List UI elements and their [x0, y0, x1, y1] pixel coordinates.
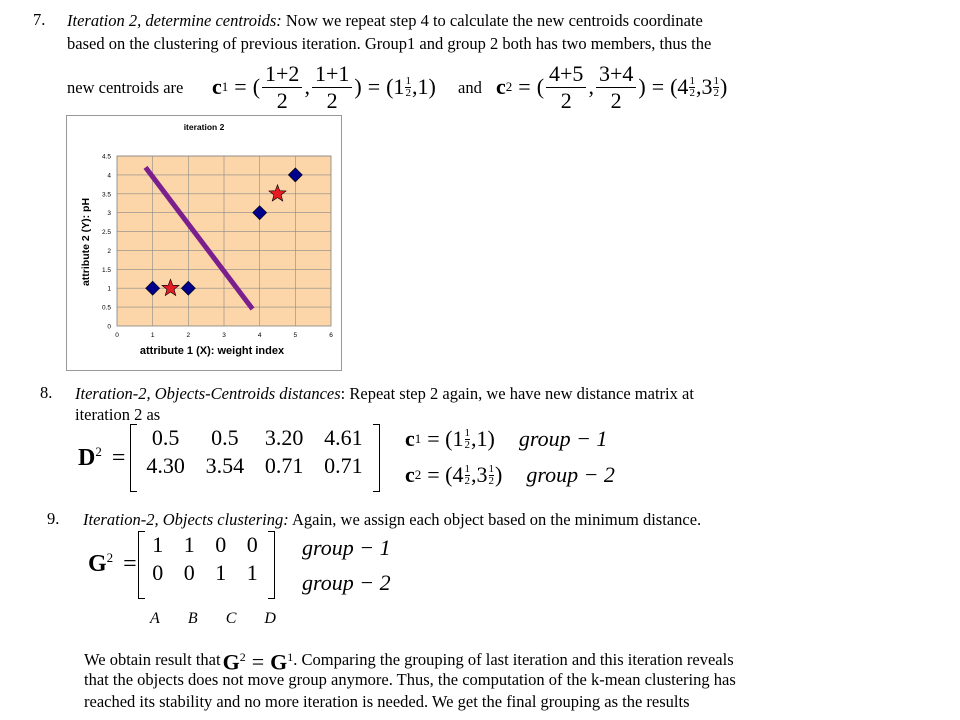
c1-subscript: 1 — [414, 431, 422, 446]
matrix-cell: 0 — [215, 532, 227, 557]
c2-fraction-y-den: 2 — [610, 87, 622, 113]
matrix-cell: 0 — [183, 560, 195, 585]
c2-mid: ,3 — [471, 462, 488, 487]
column-label: C — [225, 610, 237, 627]
matrix-cell: 4.30 — [146, 453, 185, 478]
x-tick-labels — [115, 332, 333, 339]
c1-fraction-x — [262, 61, 302, 114]
matrix-cell: 3.54 — [205, 453, 245, 478]
y-tick-labels — [102, 154, 111, 331]
section-7-text-line1: Now we repeat step 4 to calculate the new centroids coordinate — [281, 11, 703, 30]
c1-result-rest: ,1) — [411, 74, 436, 99]
g2-row-1 — [142, 531, 268, 559]
half-num: 1 — [405, 74, 411, 87]
column-label: A — [150, 610, 160, 627]
half-den: 2 — [464, 474, 470, 487]
section-8-heading: Iteration-2, Objects-Centroids distances — [75, 384, 341, 403]
half-den: 2 — [689, 86, 695, 99]
c2-fraction-x-den: 2 — [560, 87, 572, 113]
g2-group-2-label: group − 2 — [302, 570, 391, 595]
d2-superscript: 2 — [95, 444, 102, 459]
c2-result-half-y — [713, 76, 719, 99]
half-num: 1 — [464, 462, 470, 475]
y-tick-label: 2 — [107, 247, 111, 255]
x-tick-label: 6 — [329, 332, 333, 339]
c2-fraction-x — [546, 61, 586, 114]
section-9-text — [83, 509, 701, 531]
g1-sup: 1 — [287, 650, 294, 664]
conclusion-lead: We obtain result that — [84, 649, 221, 669]
group-2-label: group − 2 — [526, 462, 615, 487]
c2-result-c: ) — [719, 74, 728, 99]
y-tick-label: 0 — [107, 323, 111, 331]
matrix-cell: 0.71 — [324, 453, 363, 478]
c1-result-int: (1 — [386, 74, 405, 99]
conclusion-text-3: reached its stability and no more iteration is needed. We get the final grouping as the results — [84, 692, 690, 711]
c2-result-half-x — [689, 76, 695, 99]
g2-group-1-label: group − 1 — [302, 535, 391, 560]
c1-half — [465, 428, 471, 451]
matrix-cell: 1 — [152, 532, 164, 557]
d2-matrix — [136, 424, 373, 480]
c1-fraction-x-den: 2 — [276, 87, 288, 113]
c2-result-a: (4 — [670, 74, 689, 99]
g2-bracket-right — [268, 531, 275, 599]
conclusion-text-2: that the objects does not move group anymore. Thus, the computation of the k-mean clustering has — [84, 670, 736, 689]
section-8-text-line1: : Repeat step 2 again, we have new distance matrix at — [340, 384, 694, 403]
x-axis-label: attribute 1 (X): weight index — [139, 345, 285, 357]
c2-fraction-x-num: 4+5 — [546, 61, 586, 88]
g2-symbol: G — [222, 649, 240, 675]
half-num: 1 — [689, 74, 695, 87]
y-tick-label: 4 — [107, 172, 111, 180]
c1-formula: c 1 = ( $\frac{1+2}{2}$ , $\frac{1+1}{2}$ ) = (1 $\frac{1}{2}$ ,1) — [212, 60, 436, 113]
x-tick-label: 0 — [115, 332, 119, 339]
y-tick-label: 1.5 — [101, 266, 111, 274]
scatter-chart — [66, 115, 342, 371]
column-label: B — [187, 610, 198, 627]
c2-half-y — [489, 464, 495, 487]
x-tick-label: 5 — [293, 332, 298, 339]
d2-equals: = — [111, 445, 126, 471]
column-label: D — [264, 610, 276, 627]
scatter-chart-svg — [67, 116, 341, 370]
c2-subscript: 2 — [414, 467, 422, 482]
c2-tail: ) — [495, 462, 503, 487]
c1-fraction-y-den: 2 — [326, 87, 338, 113]
y-tick-label: 3.5 — [101, 191, 111, 199]
c2-symbol: c — [405, 462, 415, 487]
g2-sup: 2 — [239, 650, 246, 664]
section-7-lead: new centroids are — [67, 78, 184, 97]
y-tick-label: 0.5 — [101, 304, 111, 312]
half-num: 1 — [464, 426, 470, 439]
section-9-text-line1: Again, we assign each object based on the minimum distance. — [288, 510, 702, 529]
d2-row-1 — [136, 424, 373, 452]
c2-half-x — [465, 464, 471, 487]
g2-label — [88, 550, 137, 578]
c1-eq: = (1 — [427, 426, 464, 451]
half-den: 2 — [488, 474, 494, 487]
c1-subscript: 1 — [221, 79, 229, 94]
c1-symbol: c — [405, 426, 415, 451]
section-7-heading: Iteration 2, determine centroids: — [67, 11, 282, 30]
g1-symbol: G — [270, 649, 288, 675]
half-num: 1 — [488, 462, 494, 475]
matrix-cell: 0 — [246, 532, 258, 557]
section-9-number: 9. — [47, 509, 60, 528]
half-den: 2 — [405, 86, 411, 99]
y-tick-label: 4.5 — [101, 153, 111, 161]
group-1-label: group − 1 — [518, 426, 608, 451]
equals: = — [251, 649, 265, 675]
c2-result-b: ,3 — [695, 74, 713, 99]
c1-result-half — [405, 76, 411, 99]
y-tick-label: 2.5 — [101, 229, 111, 237]
g2-superscript: 2 — [106, 550, 114, 565]
y-tick-label: 1 — [107, 285, 111, 293]
g2-equals: = — [123, 551, 137, 577]
half-den: 2 — [713, 86, 719, 99]
c1-fraction-x-num: 1+2 — [262, 61, 302, 88]
d2-row-2 — [136, 452, 373, 480]
section-7-number: 7. — [33, 10, 46, 29]
g2-matrix — [142, 531, 268, 587]
matrix-cell: 0 — [152, 560, 164, 585]
g2-column-labels — [150, 610, 276, 628]
matrix-cell: 3.20 — [264, 425, 304, 450]
c2-subscript: 2 — [505, 79, 513, 94]
g2-symbol: G — [88, 551, 107, 577]
chart-title: iteration 2 — [183, 122, 225, 132]
d2-bracket-right — [373, 424, 380, 492]
x-tick-label: 4 — [257, 332, 262, 339]
matrix-cell: 1 — [215, 560, 227, 585]
y-axis-label: attribute 2 (Y): pH — [80, 197, 92, 287]
c2-symbol: c — [496, 74, 506, 99]
d2-c2-line — [405, 462, 615, 488]
d2-symbol: D — [78, 445, 96, 471]
c1-fraction-y — [312, 61, 352, 114]
section-7-text — [67, 10, 872, 32]
c1-tail: ,1) — [471, 426, 495, 451]
d2-c1-line — [405, 426, 607, 452]
matrix-cell: 0.5 — [151, 425, 180, 450]
x-tick-label: 2 — [186, 332, 191, 339]
y-tick-label: 3 — [107, 210, 111, 218]
section-9-heading: Iteration-2, Objects clustering: — [83, 510, 289, 529]
matrix-cell: 0.5 — [211, 425, 239, 450]
matrix-cell: 0.71 — [264, 453, 304, 478]
matrix-cell: 1 — [183, 532, 195, 557]
c1-fraction-y-num: 1+1 — [312, 61, 352, 88]
section-8-number: 8. — [40, 383, 53, 402]
section-7-text-line2: based on the clustering of previous iteration. Group1 and group 2 both has two members, thus the — [67, 34, 712, 53]
c2-eq: = (4 — [427, 462, 464, 487]
x-tick-label: 1 — [150, 332, 155, 339]
half-num: 1 — [713, 74, 719, 87]
matrix-cell: 4.61 — [324, 425, 363, 450]
c1-symbol: c — [212, 74, 222, 99]
conclusion-text-1: . Comparing the grouping of last iteration and this iteration reveals — [293, 649, 734, 669]
c2-formula: c 2 = ( $\frac{4+5}{2}$ , $\frac{3+4}{2}$ ) = (4 $\frac{1}{2}$ ,3 $\frac{1}{2}$ ) — [496, 60, 728, 113]
c2-fraction-y — [596, 61, 636, 114]
g2-row-2 — [142, 559, 268, 587]
and-word: and — [458, 78, 482, 97]
d2-label — [78, 444, 125, 472]
section-8-text — [75, 383, 875, 405]
x-tick-label: 3 — [222, 332, 226, 339]
matrix-cell: 1 — [246, 560, 258, 585]
half-den: 2 — [464, 438, 470, 451]
section-8-text-line2: iteration 2 as — [75, 405, 161, 424]
c2-fraction-y-num: 3+4 — [596, 61, 636, 88]
